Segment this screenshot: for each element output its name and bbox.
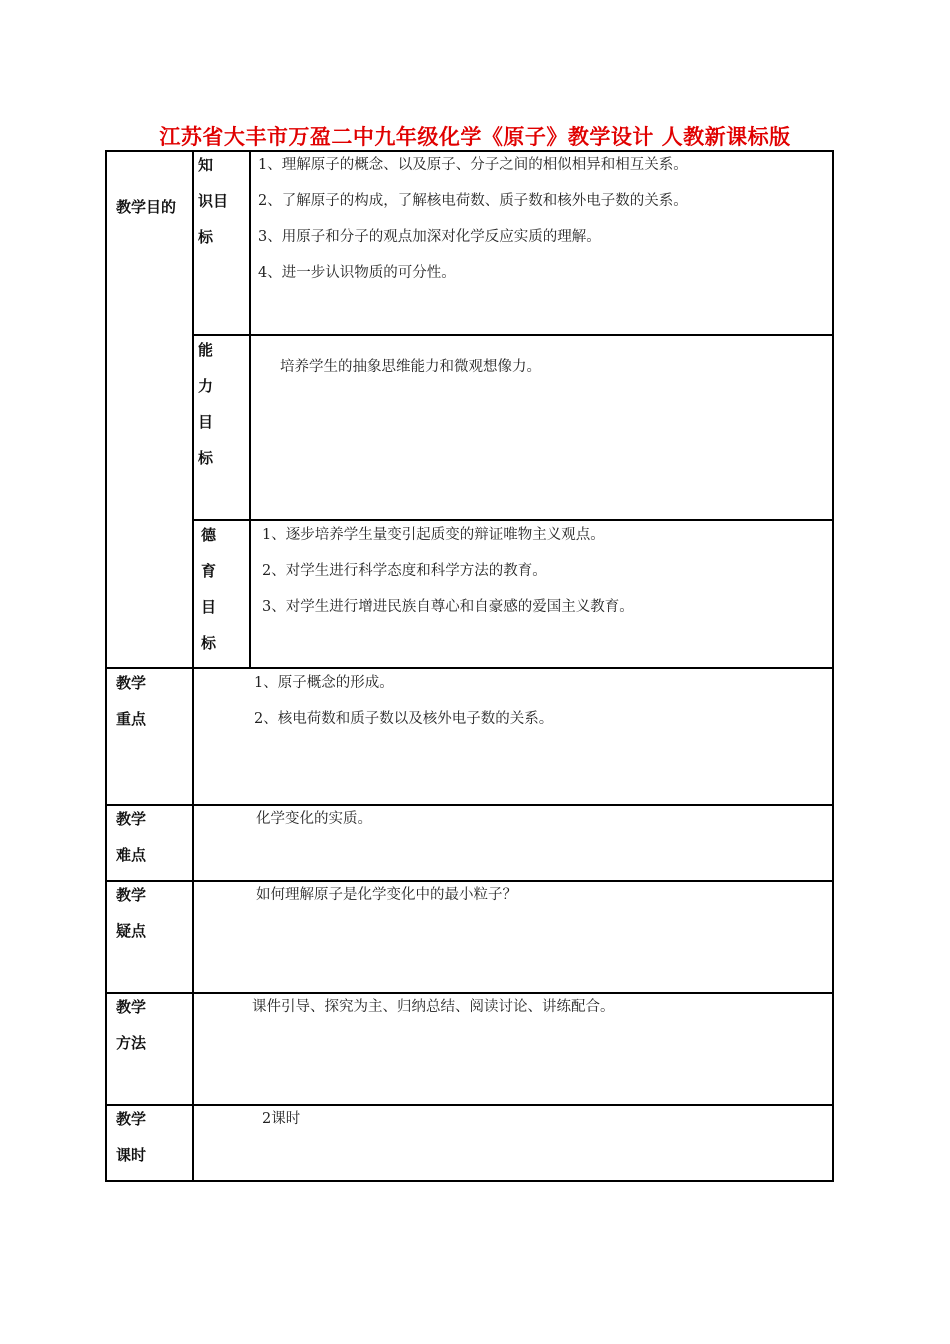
moral-objective-label: 德 育 目 标 [201,526,217,652]
doubts-label: 教学 疑点 [116,886,147,940]
label-column-divider [192,150,194,1182]
row-divider-methods [105,1104,834,1106]
list-item: 1、理解原子的概念、以及原子、分子之间的相似相异和相互关系。 [258,157,688,173]
list-item: 1、逐步培养学生量变引起质变的辩证唯物主义观点。 [262,527,605,543]
ability-objective-label: 能 力 目 标 [198,341,214,467]
difficulties-label: 教学 难点 [116,810,147,864]
list-item: 3、对学生进行增进民族自尊心和自豪感的爱国主义教育。 [262,599,634,615]
table-border-right [832,150,834,1182]
hours-label: 教学 课时 [116,1110,147,1164]
list-item: 2、核电荷数和质子数以及核外电子数的关系。 [254,711,554,727]
list-item: 4、进一步认识物质的可分性。 [258,265,456,281]
list-item: 3、用原子和分子的观点加深对化学反应实质的理解。 [258,229,601,245]
key-points-list [254,665,553,737]
methods-label: 教学 方法 [116,998,147,1052]
list-item: 2、对学生进行科学态度和科学方法的教育。 [262,563,547,579]
table-border-left [105,150,107,1182]
difficulties-text: 化学变化的实质。 [256,811,372,827]
row-divider-key-points [105,804,834,806]
key-points-label: 教学 重点 [116,674,147,728]
doubts-text: 如何理解原子是化学变化中的最小粒子？ [256,887,517,903]
list-item: 2、了解原子的构成，了解核电荷数、质子数和核外电子数的关系。 [258,193,688,209]
moral-objective-list [262,517,634,625]
document-title: 江苏省大丰市万盈二中九年级化学《原子》教学设计 人教新课标版 [159,125,791,149]
methods-text: 课件引导、探究为主、归纳总结、阅读讨论、讲练配合。 [252,999,615,1015]
ability-objective-text: 培养学生的抽象思维能力和微观想像力。 [280,359,541,375]
hours-text: 2课时 [262,1111,301,1127]
objectives-label: 教学目的 [116,198,177,216]
knowledge-objective-list [258,147,688,291]
subheading-column-divider [249,150,251,668]
knowledge-objective-label: 知 识目 标 [198,156,229,246]
list-item: 1、原子概念的形成。 [254,675,394,691]
table-border-bottom [105,1180,834,1182]
row-divider-knowledge [192,334,834,336]
